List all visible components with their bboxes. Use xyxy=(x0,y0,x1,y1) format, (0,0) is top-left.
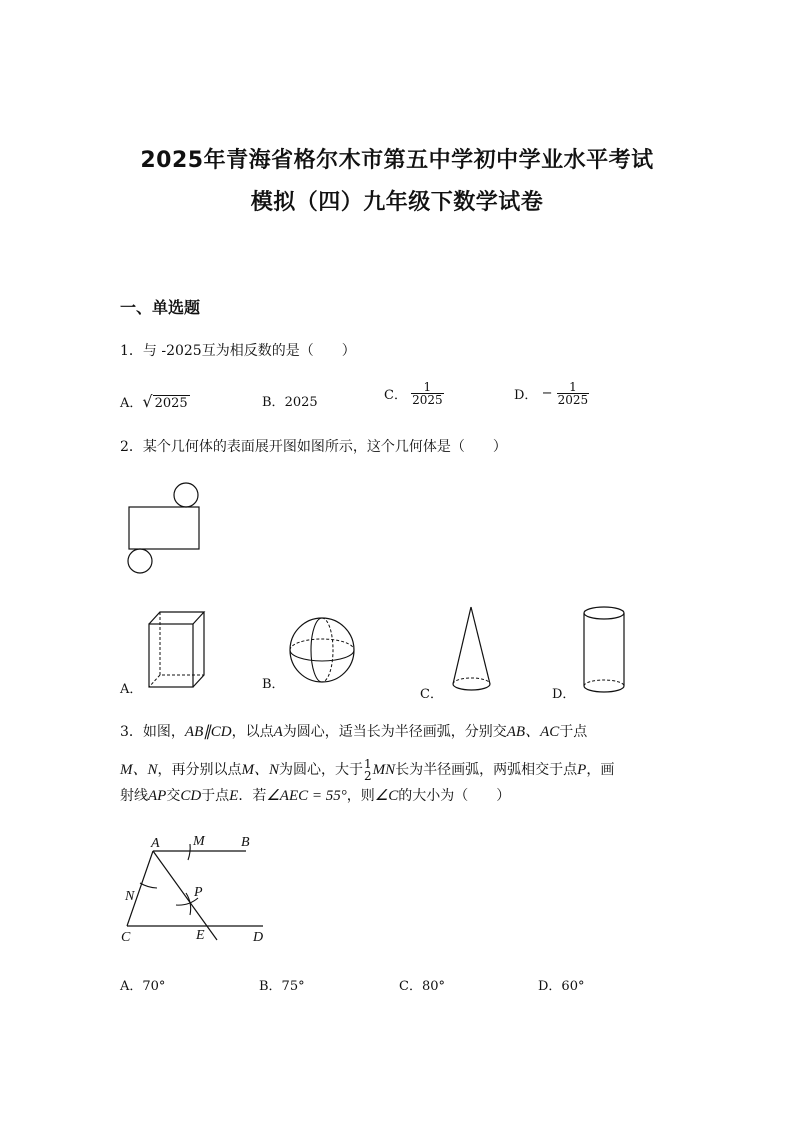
question-3-option-c: C．80° xyxy=(399,979,445,994)
label-D: D xyxy=(253,930,264,945)
question-3-option-d: D．60° xyxy=(538,979,585,994)
question-1-option-a: A．√ 2025 xyxy=(120,392,188,411)
question-1-option-b: B．2025 xyxy=(262,395,318,410)
label-N: N xyxy=(125,889,135,904)
question-2-option-c: C． xyxy=(420,687,443,702)
section-heading: 一、单选题 xyxy=(120,298,201,317)
question-3-line2: M、N，再分别以点M、N为圆心，大于 1 2 MN长为半径画弧，两弧相交于点P，画 xyxy=(120,757,615,783)
question-2-option-d: D． xyxy=(552,687,576,702)
question-1-option-c: C． $\frac{1}{2025}$ xyxy=(384,380,443,407)
question-3-option-a: A．70° xyxy=(120,979,166,994)
question-2-option-b: B． xyxy=(262,677,285,692)
label-C: C xyxy=(121,930,131,945)
fraction-half: 1 2 xyxy=(364,757,372,783)
exam-title-line2: 模拟（四）九年级下数学试卷 xyxy=(250,190,544,215)
label-P: P xyxy=(194,885,203,900)
question-2-stem: 2．某个几何体的表面展开图如图所示，这个几何体是（ ） xyxy=(120,439,507,455)
sqrt-radicand: 2025 xyxy=(154,396,188,411)
label-B: B xyxy=(241,835,250,850)
question-3-line3: 射线AP交CD于点E．若∠AEC = 55°，则∠C的大小为（ ） xyxy=(120,788,511,804)
label-M: M xyxy=(193,834,205,849)
label-A: A xyxy=(151,836,160,851)
exam-title-line1: 2025年青海省格尔木市第五中学初中学业水平考试 xyxy=(140,148,654,173)
question-1-option-d: D． − $\frac{1}{2025}$ xyxy=(514,380,589,407)
question-3-line1: 3．如图，AB∥CD，以点A为圆心，适当长为半径画弧，分别交AB、AC于点 xyxy=(120,724,588,740)
fraction: $\frac{1}{2025}$ xyxy=(412,380,443,407)
question-1-stem: 1．与 -2025互为相反数的是（ ） xyxy=(120,343,356,359)
label-E: E xyxy=(196,928,205,943)
question-2-option-a: A． xyxy=(120,682,143,697)
question-3-option-b: B．75° xyxy=(259,979,305,994)
fraction: $\frac{1}{2025}$ xyxy=(557,380,589,407)
